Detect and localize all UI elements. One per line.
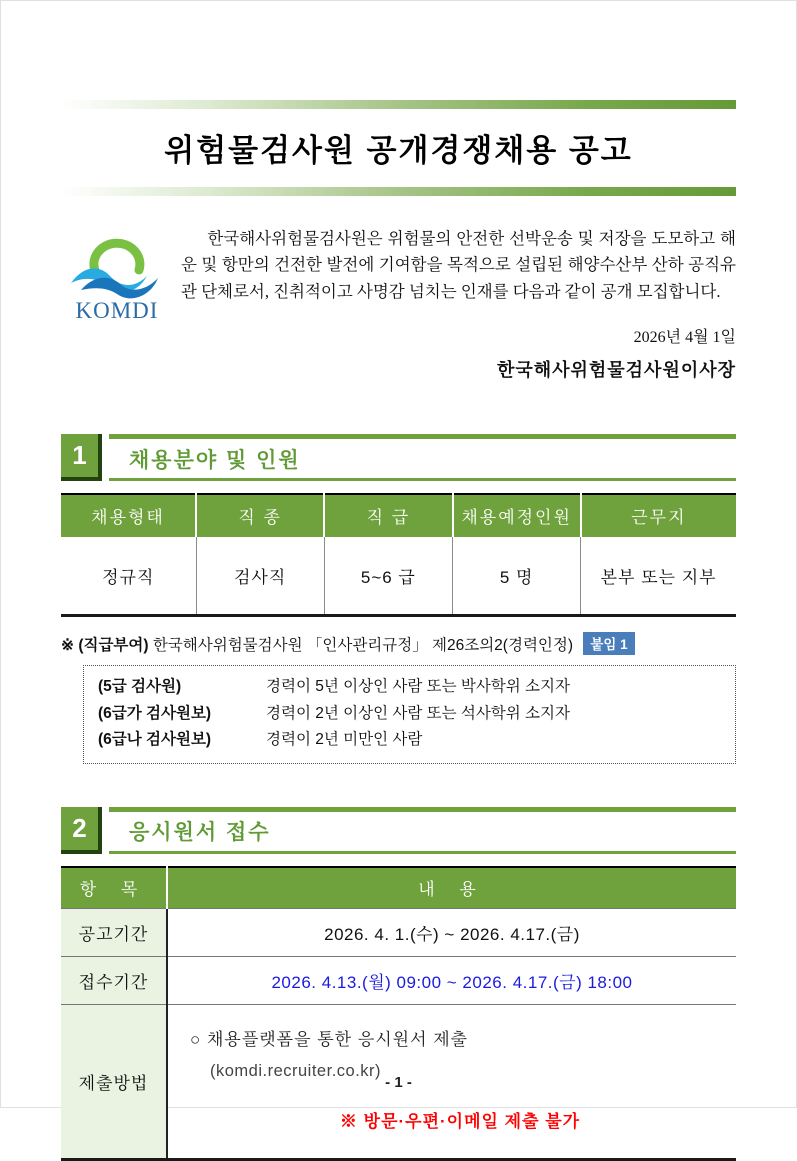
label-announcement-period: 공고기간 [61, 908, 167, 956]
grade-row-6b [98, 727, 721, 754]
recruitment-table-data-row [61, 537, 736, 616]
note-text: 한국해사위험물검사원 「인사관리규정」 제26조의2(경력인정) [152, 637, 574, 654]
grade-label: (6급가 검사원보) [98, 704, 212, 722]
section1-number-badge: 1 [61, 434, 102, 481]
grade-assignment-note [61, 632, 736, 655]
label-submission-method: 제출방법 [61, 1004, 167, 1159]
section1-header [61, 434, 736, 481]
title-bottom-rule [61, 187, 736, 196]
recruitment-table [61, 493, 736, 617]
section2-header [61, 807, 736, 854]
application-table [61, 866, 736, 1161]
attachment-badge: 붙임 1 [583, 632, 634, 655]
col-header-planned-headcount: 채용예정인원 [453, 494, 581, 537]
section2-under-rule [109, 851, 736, 854]
announcement-date: 2026년 4월 1일 [633, 329, 736, 346]
grade-row-5 [98, 674, 721, 701]
submission-url: (komdi.recruiter.co.kr) [210, 1061, 382, 1080]
section1-header-body [109, 434, 736, 481]
section2-title: 응시원서 접수 [129, 821, 271, 845]
label-application-period: 접수기간 [61, 956, 167, 1004]
grade-label: (5급 검사원) [98, 678, 182, 695]
col-header-work-location: 근무지 [581, 494, 736, 537]
col-header-job-category: 직 종 [196, 494, 324, 537]
grade-criteria-box [83, 665, 736, 764]
page-number: - 1 - [385, 1074, 412, 1091]
grade-desc: 경력이 5년 이상인 사람 또는 박사학위 소지자 [266, 678, 570, 695]
row-announcement-period [61, 908, 736, 956]
logo-leaf-arc [94, 243, 140, 273]
section2-header-body [109, 807, 736, 854]
cell-job-grade: 5~6 급 [324, 537, 452, 616]
recruitment-table-header-row [61, 494, 736, 537]
komdi-logo-icon [63, 228, 173, 324]
col-header-content: 내 용 [167, 867, 736, 909]
col-header-item: 항 목 [61, 867, 167, 909]
row-application-period [61, 956, 736, 1004]
value-application-period: 2026. 4.13.(월) 09:00 ~ 2026. 4.17.(금) 18:00 [167, 956, 736, 1004]
note-marker: ※ [61, 637, 74, 654]
page-title: 위험물검사원 공개경쟁채용 공고 [164, 133, 633, 168]
logo-wave-dark [81, 278, 158, 299]
section1-title: 채용분야 및 인원 [129, 448, 301, 472]
cell-job-category: 검사직 [196, 537, 324, 616]
logo-wordmark: KOMDI [75, 298, 159, 323]
grade-label: (6급나 검사원보) [98, 731, 212, 749]
value-announcement-period: 2026. 4. 1.(수) ~ 2026. 4.17.(금) [167, 908, 736, 956]
intro-paragraph: 한국해사위험물검사원은 위험물의 안전한 선박운송 및 저장을 도모하고 해운 및 항만의 건전한 발전에 기여함을 목적으로 설립된 해양수산부 산하 공직유관 단체로서, 진취적이고 사명감 넘치는 인재를 다음과 같이 공개 모집합니다. [181, 229, 736, 301]
cell-work-location: 본부 또는 지부 [581, 537, 736, 616]
intro-block [61, 226, 736, 382]
cell-planned-headcount: 5 명 [453, 537, 581, 616]
submission-warning: ※ 방문·우편·이메일 제출 불가 [339, 1111, 581, 1131]
col-header-employment-type: 채용형태 [61, 494, 196, 537]
submission-method-line: ○ 채용플랫폼을 통한 응시원서 제출 [190, 1029, 469, 1049]
title-top-rule [61, 100, 736, 109]
section1-under-rule [109, 478, 736, 481]
application-table-header-row [61, 867, 736, 909]
grade-desc: 경력이 2년 미만인 사람 [266, 731, 423, 749]
col-header-job-grade: 직 급 [324, 494, 452, 537]
announcement-signer: 한국해사위험물검사원이사장 [496, 360, 736, 380]
grade-desc: 경력이 2년 이상인 사람 또는 석사학위 소지자 [266, 704, 570, 722]
cell-employment-type: 정규직 [102, 568, 155, 587]
grade-row-6a [98, 701, 721, 728]
section2-number-badge: 2 [61, 807, 102, 854]
note-bold-label: (직급부여) [78, 637, 149, 654]
